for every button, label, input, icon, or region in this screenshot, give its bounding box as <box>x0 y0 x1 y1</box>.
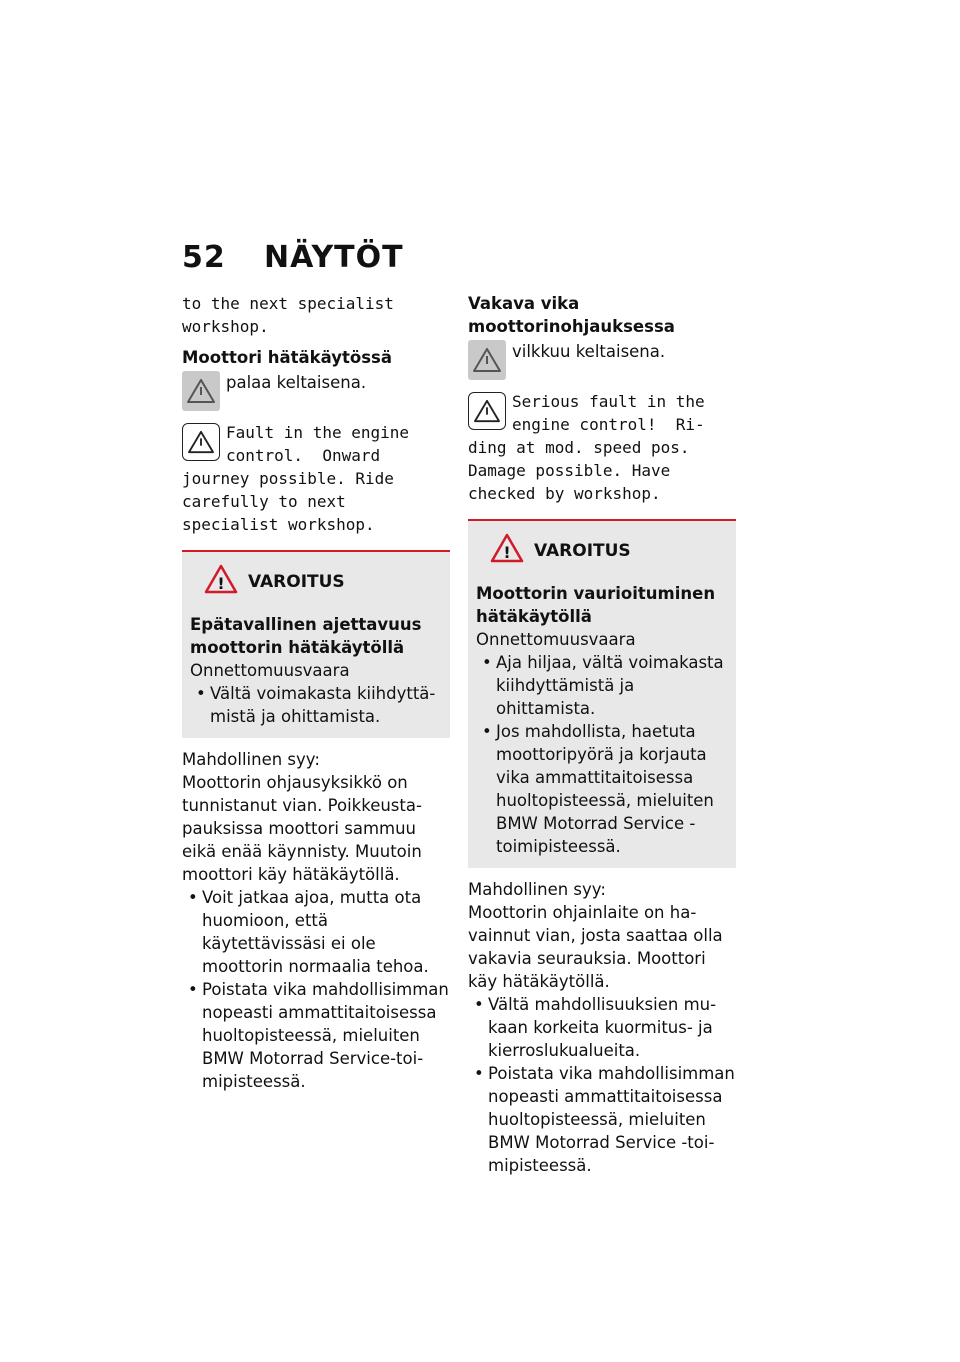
indicator-light-row <box>182 371 450 411</box>
list-item: • Vältä voimakasta kiihdyttä- mistä ja ohittamista. <box>190 682 442 728</box>
warning-triangle-icon <box>490 533 524 570</box>
indicator-light-text: vilkkuu keltaisena. <box>512 342 666 361</box>
warning-title: Epätavallinen ajettavuus moottorin hätäkäytöllä <box>190 615 422 657</box>
warning-label: VAROITUS <box>248 572 345 592</box>
display-message <box>468 390 736 505</box>
warning-title: Moottorin vaurioituminen hätäkäytöllä <box>476 584 716 626</box>
list-item: • Jos mahdollista, haetuta moottoripyörä ja korjauta vika ammattitaitoisessa huoltopisteessä, mieluiten BMW Motorrad Service - toimipisteessä. <box>476 720 728 858</box>
cause-text: Moottorin ohjausyksikkö on tunnistanut vian. Poikkeusta- pauksissa moottori sammuu eikä enää käynnisty. Muutoin moottori käy hätäkäytöllä. <box>182 773 422 884</box>
section-heading: Vakava vika moottorinohjauksessa <box>468 294 675 336</box>
list-item: • Poistata vika mahdollisimman nopeasti ammattitaitoisessa huoltopisteessä, mieluiten BMW Motorrad Service -toi- mipisteessä. <box>468 1062 736 1177</box>
warning-label-row <box>190 564 442 601</box>
warning-label: VAROITUS <box>534 541 631 561</box>
warning-triangle-icon <box>468 340 506 380</box>
display-message <box>182 421 450 536</box>
indicator-light-text: palaa keltaisena. <box>226 373 367 392</box>
warning-subtitle: Onnettomuusvaara <box>190 661 350 680</box>
svg-text:!: ! <box>503 543 511 562</box>
action-list <box>468 993 736 1177</box>
warning-bullets <box>190 682 442 728</box>
section-heading: Moottori hätäkäytössä <box>182 348 392 367</box>
warning-triangle-icon <box>182 423 220 461</box>
warning-box <box>468 519 736 868</box>
continued-message: to the next specialist workshop. <box>182 294 404 336</box>
svg-text:!: ! <box>217 574 225 593</box>
indicator-light-row <box>468 340 736 380</box>
warning-subtitle: Onnettomuusvaara <box>476 630 636 649</box>
warning-label-row <box>476 533 728 570</box>
page-number: 52 <box>182 240 226 275</box>
left-column <box>182 292 450 1093</box>
list-item: • Vältä mahdollisuuksien mu- kaan korkeita kuormitus- ja kierroslukualueita. <box>468 993 736 1062</box>
list-item: • Voit jatkaa ajoa, mutta ota huomioon, että käytettävissäsi ei ole moottorin normaalia tehoa. <box>182 886 450 978</box>
warning-triangle-icon <box>182 371 220 411</box>
cause-text: Moottorin ohjainlaite on ha- vainnut vian, josta saattaa olla vakavia seurauksia. Moottori käy hätäkäytöllä. <box>468 903 723 991</box>
page-header <box>182 240 404 275</box>
right-column <box>468 292 736 1177</box>
warning-bullets <box>476 651 728 858</box>
display-message-text: Fault in the engine control. Onward journey possible. Ride carefully to next specialist workshop. <box>182 423 419 534</box>
warning-box <box>182 550 450 738</box>
display-message-text: Serious fault in the engine control! Ri- ding at mod. speed pos. Damage possible. Have checked by workshop. <box>468 392 715 503</box>
warning-triangle-icon <box>204 564 238 601</box>
section-title: NÄYTÖT <box>264 240 404 275</box>
action-list <box>182 886 450 1093</box>
cause-label: Mahdollinen syy: <box>468 880 606 899</box>
list-item: • Poistata vika mahdollisimman nopeasti ammattitaitoisessa huoltopisteessä, mieluiten BMW Motorrad Service-toi- mipisteessä. <box>182 978 450 1093</box>
list-item: • Aja hiljaa, vältä voimakasta kiihdyttämistä ja ohittamista. <box>476 651 728 720</box>
cause-label: Mahdollinen syy: <box>182 750 320 769</box>
warning-triangle-icon <box>468 392 506 430</box>
